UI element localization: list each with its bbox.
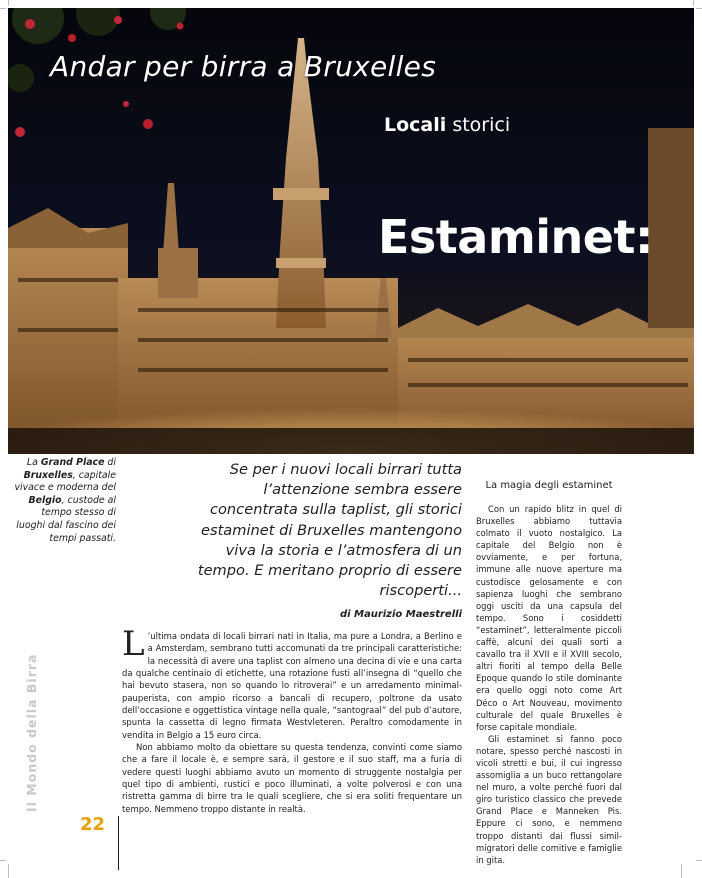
body-paragraph: Con un rapido blitz in quel di Bruxelles abbiamo tuttavia colmato il vuoto nostalgico. La capitale del Belgio non è ovviamente, e per fortuna, immune alle nuove aperture ma custodisce gelosamente e con sapienza luoghi che sembrano oggi usciti da una capsula del tempo. Sono i cosiddetti “estaminet”, letteralmente piccoli caffè, alcuni dei quali sorti a cavallo tra il XVII e il XVIII secolo, altri fioriti al tempo della Belle Epoque quando lo stile dominante era quello oggi noto come Art Déco o Art Nouveau, movimento culturale del quale Bruxelles è forse capitale mondiale.: [476, 504, 622, 732]
caption-bold: Belgio: [28, 494, 62, 506]
section-label-rest: storici: [452, 114, 511, 136]
caption-text: , custode al tempo stesso di luoghi dal fascino dei tempi passati.: [16, 494, 116, 544]
crop-mark: [696, 860, 702, 861]
crop-mark: [693, 0, 694, 6]
drop-cap: L: [122, 624, 145, 664]
crop-mark: [681, 864, 682, 878]
caption-text: , capitale vivace e moderna del: [14, 469, 116, 494]
caption-bold: Bruxelles: [23, 469, 73, 481]
footer-divider: [118, 816, 119, 870]
right-column: [476, 503, 622, 866]
body-text: ’ultima ondata di locali birrari nati in Italia, ma pure a Londra, a Berlino e a Amsterdam, sembrano tutti accomunati da tre principali caratteristiche: la necessità di avere una taplist con almeno una decina di vie e una carta da qualche centinaio di etichette, una rotazione fusti all’insegna di “quello che hai bevuto stasera, non so quando lo ritroverai” e un arredamento minimal-pauperista, con ampio ricorso a bancali di recupero, poltrone da usato dell’occasione e oggettistica vintage nella quale, “santograal” del pub d’autore, spunta la cassetta di legno firmata Westvleteren. Peraltro comodamente in vendita in Belgio a 15 euro circa.: [122, 631, 462, 740]
caption-text: La: [26, 457, 41, 468]
byline: di Maurizio Maestrelli: [339, 609, 462, 620]
body-paragraph: [122, 624, 462, 741]
caption-bold: Grand Place: [40, 457, 105, 468]
article-kicker-title: Andar per birra a Bruxelles: [50, 50, 437, 83]
body-paragraph: Non abbiamo molto da obiettare su questa tendenza, convinti come siamo che a fare il locale è, e sempre sarà, il gestore e il suo staff, ma a furia di vedere questi luoghi abbiamo avuto un momento di struggente nostalgia per quel tipo di ambienti, rustici e poco illuminati, a volte polverosi e con una ristretta gamma di birre tra le quali scegliere, che si era soliti frequentare un tempo. Nemmeno troppo distante in realtà.: [122, 742, 462, 814]
crop-mark: [8, 864, 9, 878]
section-label-bold: Locali: [384, 114, 447, 136]
crop-mark: [696, 8, 702, 9]
photo-caption: [10, 457, 116, 545]
subheading: La magia degli estaminet: [485, 480, 613, 491]
page-number: 22: [80, 814, 106, 835]
hero-photo: [8, 8, 694, 454]
magazine-name: Il Mondo della Birra: [24, 653, 39, 812]
main-column: [122, 624, 462, 815]
section-label: [384, 114, 510, 136]
crop-mark: [8, 0, 9, 6]
crop-mark: [0, 8, 6, 9]
caption-text: di: [104, 457, 116, 468]
crop-mark: [0, 860, 6, 861]
headline: Estaminet:: [378, 210, 653, 264]
lead-paragraph: Se per i nuovi locali birrari tutta l’attenzione sembra essere concentrata sulla taplist, gli storici estaminet di Bruxelles mantengono viva la storia e l’atmosfera di un tempo. E meritano proprio di essere riscoperti...: [197, 461, 462, 600]
body-paragraph: Gli estaminet si fanno poco notare, spesso perché nascosti in vicoli stretti e bui, il cui ingresso assomiglia a un buco rettangolare nel muro, a volte perché fuori dal giro turistico classico che prevede Grand Place e Manneken Pis. Eppure ci sono, e nemmeno troppo distanti dai flussi simil-migratori delle comitive e famiglie in gita.: [476, 733, 622, 865]
